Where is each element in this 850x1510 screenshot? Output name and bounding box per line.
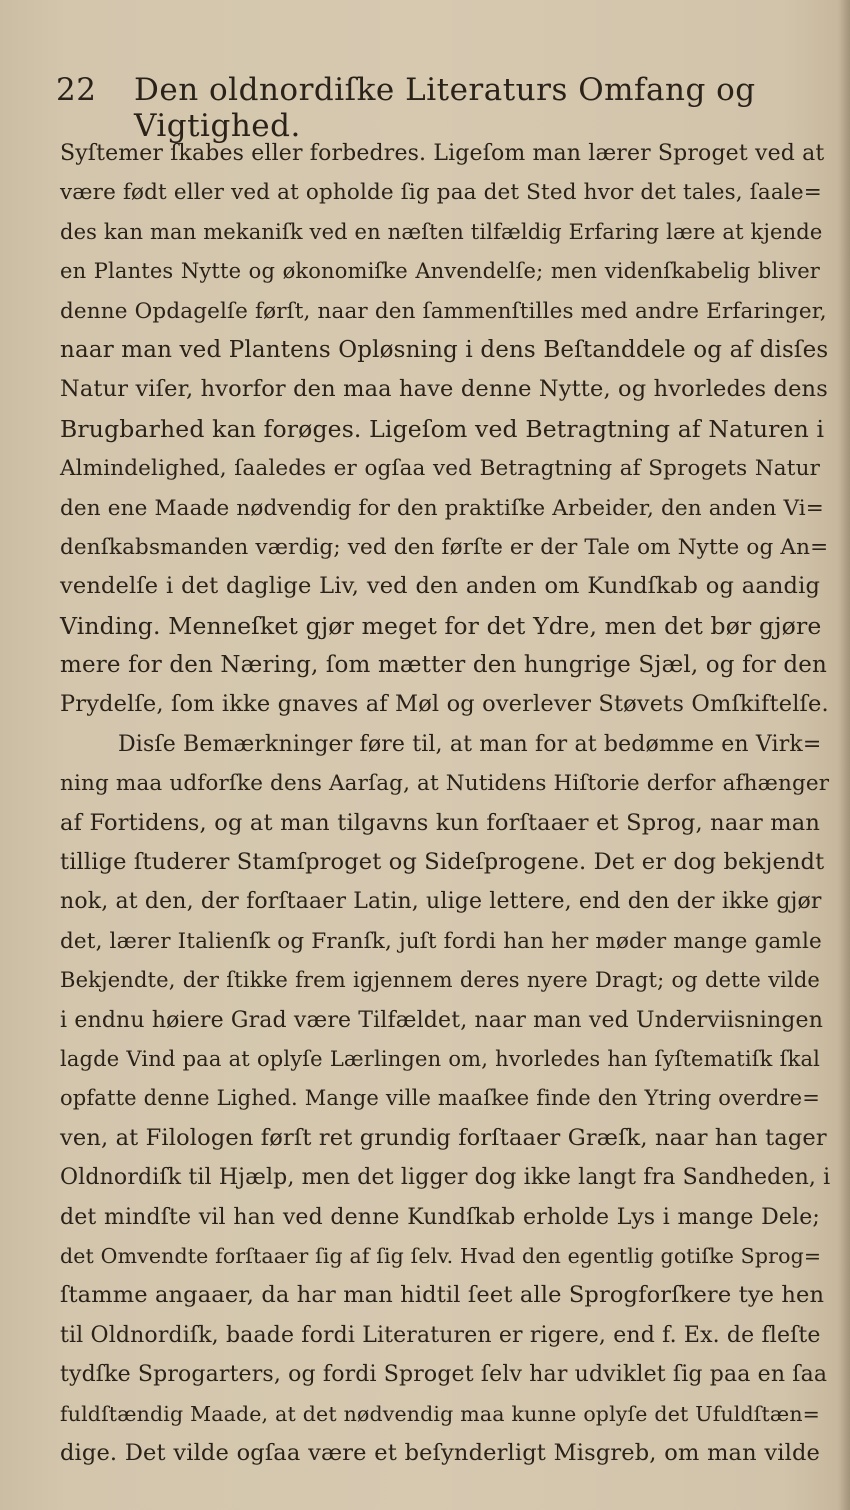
text-line: det mindſte vil han ved denne Kundſkab erholde Lys i mange Dele; <box>60 1204 820 1230</box>
text-line: af Fortidens, og at man tilgavns kun forſtaaer et Sprog, naar man <box>60 809 820 836</box>
text-line: det Omvendte forſtaaer ſig af ſig ſelv. Hvad den egentlig gotiſke Sprog= <box>60 1243 822 1268</box>
text-line: Prydelſe, ſom ikke gnaves af Møl og overlever Støvets Omſkiftelſe. <box>60 691 829 718</box>
text-line: Disſe Bemærkninger føre til, at man for at bedømme en Virk= <box>118 731 822 757</box>
text-line: dige. Det vilde ogſaa være et beſynderligt Misgreb, om man vilde <box>60 1439 820 1466</box>
text-line: Vinding. Menneſket gjør meget for det Ydre, men det bør gjøre <box>60 611 822 640</box>
text-line: ning maa udforſke dens Aarſag, at Nutidens Hiſtorie derfor afhænger <box>60 771 830 797</box>
text-line: ſtamme angaaer, da har man hidtil ſeet alle Sprogforſkere tye hen <box>60 1282 825 1309</box>
text-line: tydſke Sprogarters, og fordi Sproget ſelv har udviklet ſig paa en ſaa <box>60 1362 828 1388</box>
text-line: Natur viſer, hvorfor den maa have denne Nytte, og hvorledes dens <box>60 376 828 403</box>
text-line: en Plantes Nytte og økonomiſke Anvendelſe; men videnſkabelig bliver <box>60 259 820 284</box>
text-line: opfatte denne Lighed. Mange ville maaſkee finde den Ytring overdre= <box>60 1086 820 1111</box>
text-line: mere for den Næring, ſom mætter den hungrige Sjæl, og for den <box>60 652 827 679</box>
page-header <box>56 72 796 144</box>
text-line: denſkabsmanden værdig; ved den førſte er der Tale om Nytte og An= <box>60 534 829 560</box>
text-line: vendelſe i det daglige Liv, ved den anden om Kundſkab og aandig <box>60 573 820 600</box>
text-line: Almindelighed, ſaaledes er ogſaa ved Betragtning af Sprogets Natur <box>60 456 820 482</box>
text-line: Oldnordiſk til Hjælp, men det ligger dog ikke langt fra Sandheden, i <box>60 1165 831 1191</box>
text-line: nok, at den, der forſtaaer Latin, ulige lettere, end den der ikke gjør <box>60 889 822 915</box>
running-head: Den oldnordiſke Literaturs Omfang og Vigtighed. <box>134 72 756 144</box>
text-line: være født eller ved at opholde ſig paa det Sted hvor det tales, ſaale= <box>60 180 822 206</box>
text-line: des kan man mekaniſk ved en næſten tilfældig Erfaring lære at kjende <box>60 219 823 244</box>
text-line: denne Opdagelſe førſt, naar den ſammenſtilles med andre Erfaringer, <box>60 298 827 324</box>
page-number: 22 <box>56 72 97 108</box>
text-line: Brugbarhed kan forøges. Ligeſom ved Betragtning af Naturen i <box>60 414 825 443</box>
text-line: naar man ved Plantens Opløsning i dens Beſtanddele og af disſes <box>60 336 829 363</box>
text-line: det, lærer Italienſk og Franſk, juſt fordi han her møder mange gamle <box>60 928 822 954</box>
text-line: den ene Maade nødvendig for den praktiſke Arbeider, den anden Vi= <box>60 495 824 521</box>
text-line: Syſtemer ſkabes eller forbedres. Ligeſom man lærer Sproget ved at <box>60 141 825 166</box>
text-line: Bekjendte, der ſtikke frem igjennem deres nyere Dragt; og dette vilde <box>60 968 820 993</box>
text-line: tillige ſtuderer Stamſproget og Sideſprogene. Det er dog bekjendt <box>60 849 825 876</box>
text-line: lagde Vind paa at oplyſe Lærlingen om, hvorledes han ſyſtematiſk ſkal <box>60 1046 820 1071</box>
text-line: i endnu høiere Grad være Tilfældet, naar man ved Underviisningen <box>60 1007 824 1033</box>
page-edge-shadow <box>838 0 850 1510</box>
body-text <box>60 134 831 1473</box>
text-line: til Oldnordiſk, baade fordi Literaturen er rigere, end f. Ex. de fleſte <box>60 1322 821 1348</box>
text-line: ven, at Filologen førſt ret grundig forſtaaer Græſk, naar han tager <box>60 1124 827 1151</box>
text-line: fuldſtændig Maade, at det nødvendig maa kunne oplyſe det Ufuldſtæn= <box>60 1401 820 1426</box>
